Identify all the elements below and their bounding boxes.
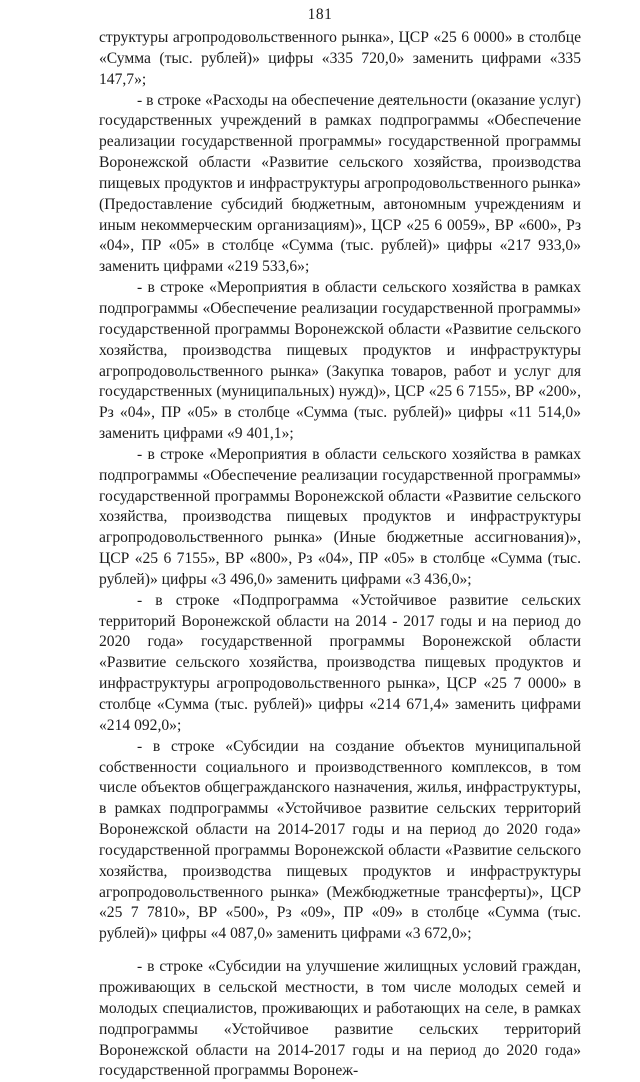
paragraph-item: - в строке «Субсидии на создание объектов муниципальной собственности социального и производственного комплексов, в том числе объектов общегражданского назначения, жилья, инфраструктуры, в рамках подпрограммы «Устойчивое развитие сельских территорий Воронежской области на 2014-2017 годы и на период до 2020 года» государственной программы Воронежской области «Развитие сельского хозяйства, производства пищевых продуктов и инфраструктуры агропродовольственного рынка» (Межбюджетные трансферты)», ЦСР «25 7 7810», ВР «500», Рз «09», ПР «09» в столбце «Сумма (тыс. рублей)» цифры «4 087,0» заменить цифрами «3 672,0»; — [99, 737, 581, 943]
paragraph-item: - в строке «Мероприятия в области сельского хозяйства в рамках подпрограммы «Обеспечение реализации государственной программы» государственной программы Воронежской области «Развитие сельского хозяйства, производства пищевых продуктов и инфраструктуры агропродовольственного рынка» (Закупка товаров, работ и услуг для государственных (муниципальных) нужд)», ЦСР «25 6 7155», ВР «200», Рз «04», ПР «05» в столбце «Сумма (тыс. рублей)» цифры «11 514,0» заменить цифрами «9 401,1»; — [99, 279, 581, 443]
paragraph-item: - в строке «Субсидии на улучшение жилищных условий граждан, проживающих в сельской местности, в том числе молодых семей и молодых специалистов, проживающих и работающих на селе, в рамках подпрограммы «Устойчивое развитие сельских территорий Воронежской области на 2014-2017 годы и на период до 2020 года» государственной программы Воронеж- — [99, 958, 581, 1080]
paragraph-item: - в строке «Мероприятия в области сельского хозяйства в рамках подпрограммы «Обеспечение реализации государственной программы» государственной программы Воронежской области «Развитие сельского хозяйства, производства пищевых продуктов и инфраструктуры агропродовольственного рынка» (Иные бюджетные ассигнования)», ЦСР «25 6 7155», ВР «800», Рз «04», ПР «05» в столбце «Сумма (тыс. рублей)» цифры «3 496,0» заменить цифрами «3 436,0»; — [99, 445, 581, 588]
document-body — [99, 28, 581, 1082]
paragraph-item: - в строке «Подпрограмма «Устойчивое развитие сельских территорий Воронежской области на 2014 - 2017 годы и на период до 2020 года» государственной программы Воронежской области «Развитие сельского хозяйства, производства пищевых продуктов и инфраструктуры агропродовольственного рынка», ЦСР «25 7 0000» в столбце «Сумма (тыс. рублей)» цифры «214 671,4» заменить цифрами «214 092,0»; — [99, 591, 581, 734]
paragraph-continuation: структуры агропродовольственного рынка», ЦСР «25 6 0000» в столбце «Сумма (тыс. рублей)» цифры «335 720,0» заменить цифрами «335 147,7»; — [99, 29, 581, 88]
paragraph-item: - в строке «Расходы на обеспечение деятельности (оказание услуг) государственных учреждений в рамках подпрограммы «Обеспечение реализации государственной программы» государственной программы Воронежской области «Развитие сельского хозяйства, производства пищевых продуктов и инфраструктуры агропродовольственного рынка» (Предоставление субсидий бюджетным, автономным учреждениям и иным некоммерческим организациям)», ЦСР «25 6 0059», ВР «600», Рз «04», ПР «05» в столбце «Сумма (тыс. рублей)» цифры «217 933,0» заменить цифрами «219 533,6»; — [99, 91, 581, 276]
page-number: 181 — [307, 6, 333, 23]
